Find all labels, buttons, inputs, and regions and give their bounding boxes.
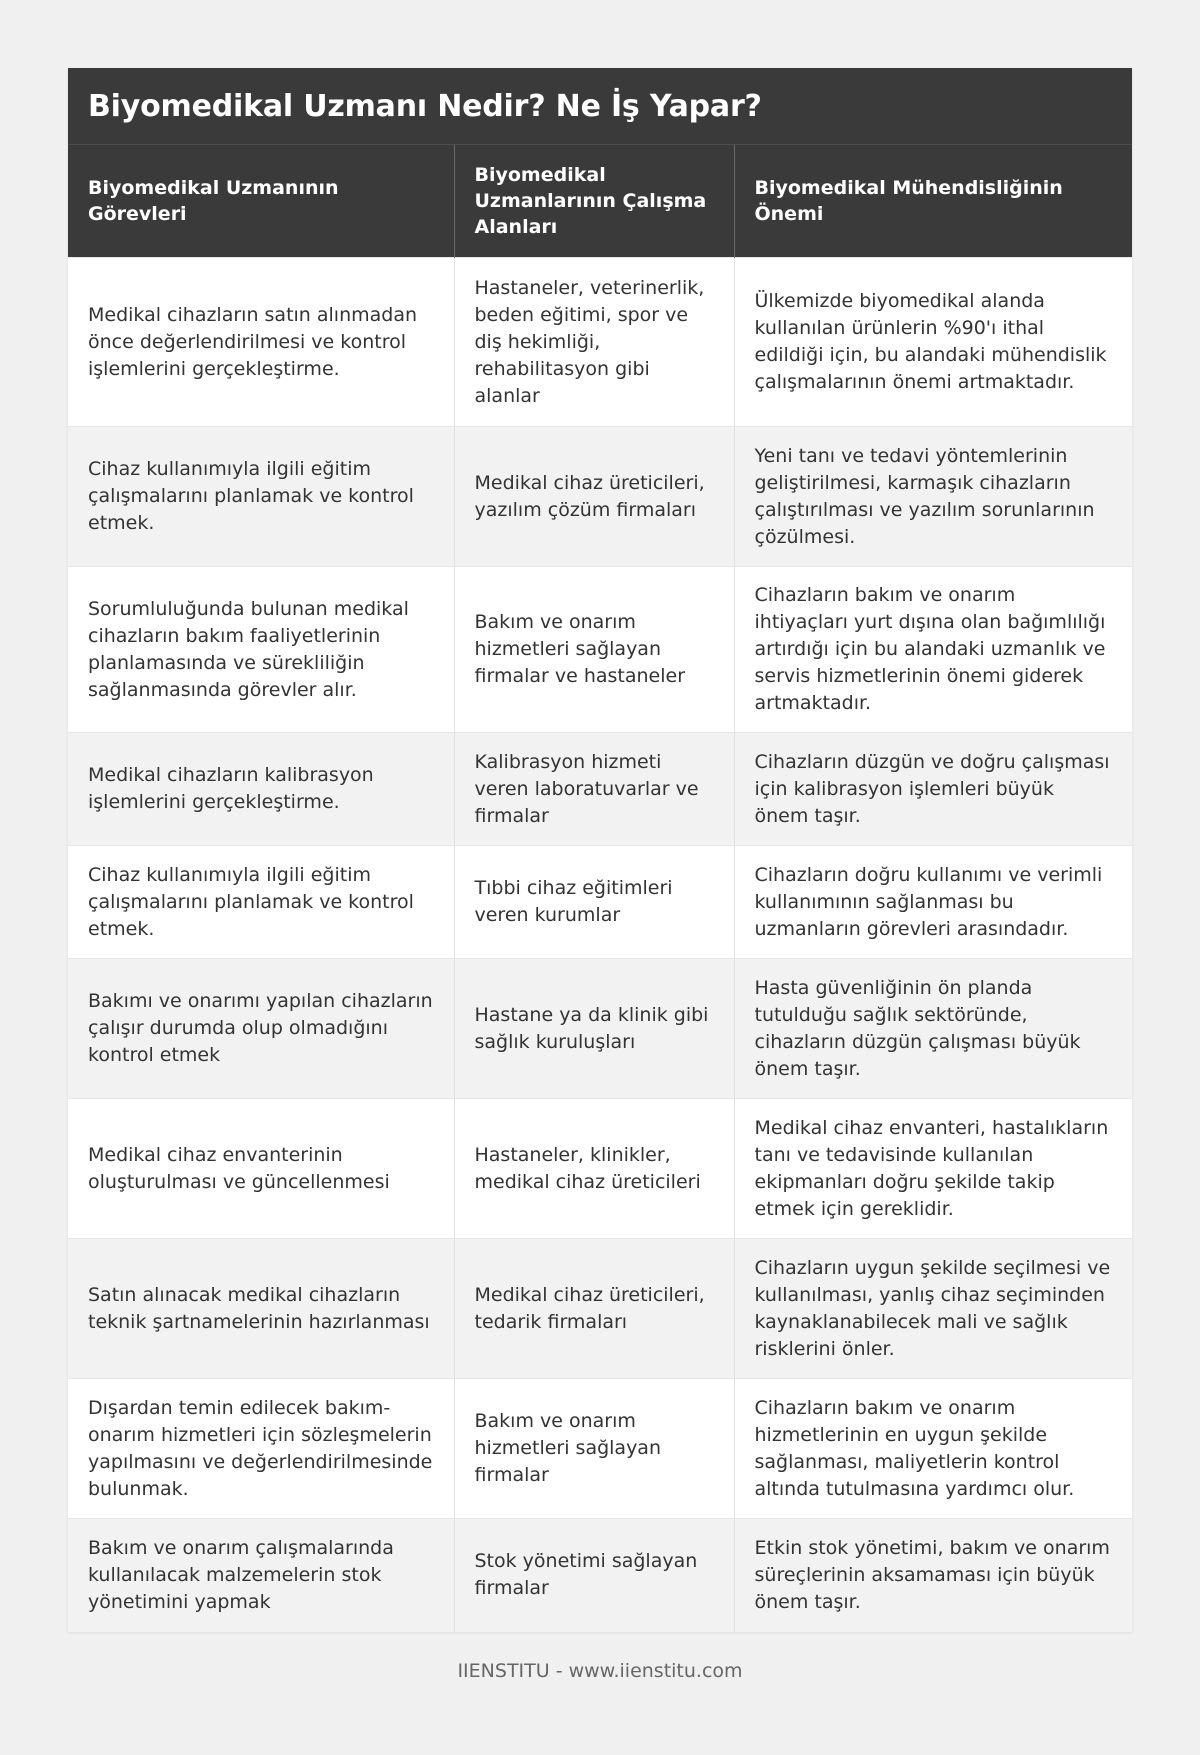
table-row xyxy=(68,959,1132,1099)
header-importance: Biyomedikal Mühendisliğinin Önemi xyxy=(734,145,1132,258)
cell-importance: Cihazların düzgün ve doğru çalışması için kalibrasyon işlemleri büyük önem taşır. xyxy=(734,733,1132,846)
cell-work-area: Hastane ya da klinik gibi sağlık kuruluşları xyxy=(454,959,734,1099)
table-row xyxy=(68,1379,1132,1519)
table-row xyxy=(68,1519,1132,1632)
cell-work-area: Bakım ve onarım hizmetleri sağlayan firmalar xyxy=(454,1379,734,1519)
cell-importance: Cihazların bakım ve onarım ihtiyaçları yurt dışına olan bağımlılığı artırdığı için bu alandaki uzmanlık ve servis hizmetlerinin önemi giderek artmaktadır. xyxy=(734,567,1132,733)
cell-importance: Cihazların doğru kullanımı ve verimli kullanımının sağlanması bu uzmanların görevleri arasındadır. xyxy=(734,846,1132,959)
cell-importance: Ülkemizde biyomedikal alanda kullanılan ürünlerin %90'ı ithal edildiği için, bu alandaki mühendislik çalışmalarının önemi artmaktadır. xyxy=(734,258,1132,427)
header-work-areas: Biyomedikal Uzmanlarının Çalışma Alanları xyxy=(454,145,734,258)
cell-duty: Cihaz kullanımıyla ilgili eğitim çalışmalarını planlamak ve kontrol etmek. xyxy=(68,846,454,959)
cell-importance: Cihazların bakım ve onarım hizmetlerinin en uygun şekilde sağlanması, maliyetlerin kontrol altında tutulmasına yardımcı olur. xyxy=(734,1379,1132,1519)
cell-duty: Medikal cihazların satın alınmadan önce değerlendirilmesi ve kontrol işlemlerini gerçekleştirme. xyxy=(68,258,454,427)
cell-work-area: Stok yönetimi sağlayan firmalar xyxy=(454,1519,734,1632)
cell-work-area: Tıbbi cihaz eğitimleri veren kurumlar xyxy=(454,846,734,959)
table-row xyxy=(68,846,1132,959)
cell-duty: Medikal cihaz envanterinin oluşturulması ve güncellenmesi xyxy=(68,1099,454,1239)
cell-importance: Hasta güvenliğinin ön planda tutulduğu sağlık sektöründe, cihazların düzgün çalışması büyük önem taşır. xyxy=(734,959,1132,1099)
table-row xyxy=(68,258,1132,427)
title-bar xyxy=(68,68,1132,145)
cell-duty: Dışardan temin edilecek bakım-onarım hizmetleri için sözleşmelerin yapılmasını ve değerlendirilmesinde bulunmak. xyxy=(68,1379,454,1519)
cell-importance: Yeni tanı ve tedavi yöntemlerinin geliştirilmesi, karmaşık cihazların çalıştırılması ve yazılım sorunlarının çözülmesi. xyxy=(734,427,1132,567)
info-table xyxy=(68,145,1132,1632)
cell-duty: Satın alınacak medikal cihazların teknik şartnamelerinin hazırlanması xyxy=(68,1239,454,1379)
content-card xyxy=(68,68,1132,1632)
table-header-row xyxy=(68,145,1132,258)
table-row xyxy=(68,567,1132,733)
page-title: Biyomedikal Uzmanı Nedir? Ne İş Yapar? xyxy=(88,88,762,124)
cell-duty: Bakımı ve onarımı yapılan cihazların çalışır durumda olup olmadığını kontrol etmek xyxy=(68,959,454,1099)
cell-importance: Cihazların uygun şekilde seçilmesi ve kullanılması, yanlış cihaz seçiminden kaynaklanabilecek mali ve sağlık risklerini önler. xyxy=(734,1239,1132,1379)
table-row xyxy=(68,427,1132,567)
cell-duty: Sorumluluğunda bulunan medikal cihazların bakım faaliyetlerinin planlamasında ve sürekliliğin sağlanmasında görevler alır. xyxy=(68,567,454,733)
cell-work-area: Bakım ve onarım hizmetleri sağlayan firmalar ve hastaneler xyxy=(454,567,734,733)
cell-importance: Medikal cihaz envanteri, hastalıkların tanı ve tedavisinde kullanılan ekipmanları doğru şekilde takip etmek için gereklidir. xyxy=(734,1099,1132,1239)
cell-work-area: Medikal cihaz üreticileri, yazılım çözüm firmaları xyxy=(454,427,734,567)
table-row xyxy=(68,1099,1132,1239)
table-row xyxy=(68,1239,1132,1379)
cell-work-area: Medikal cihaz üreticileri, tedarik firmaları xyxy=(454,1239,734,1379)
footer-credit: IIENSTITU - www.iienstitu.com xyxy=(457,1660,743,1682)
cell-work-area: Kalibrasyon hizmeti veren laboratuvarlar ve firmalar xyxy=(454,733,734,846)
cell-duty: Medikal cihazların kalibrasyon işlemlerini gerçekleştirme. xyxy=(68,733,454,846)
cell-duty: Bakım ve onarım çalışmalarında kullanılacak malzemelerin stok yönetimini yapmak xyxy=(68,1519,454,1632)
cell-work-area: Hastaneler, klinikler, medikal cihaz üreticileri xyxy=(454,1099,734,1239)
cell-work-area: Hastaneler, veterinerlik, beden eğitimi, spor ve diş hekimliği, rehabilitasyon gibi alanlar xyxy=(454,258,734,427)
table-row xyxy=(68,733,1132,846)
header-duties: Biyomedikal Uzmanının Görevleri xyxy=(68,145,454,258)
cell-duty: Cihaz kullanımıyla ilgili eğitim çalışmalarını planlamak ve kontrol etmek. xyxy=(68,427,454,567)
cell-importance: Etkin stok yönetimi, bakım ve onarım süreçlerinin aksamaması için büyük önem taşır. xyxy=(734,1519,1132,1632)
